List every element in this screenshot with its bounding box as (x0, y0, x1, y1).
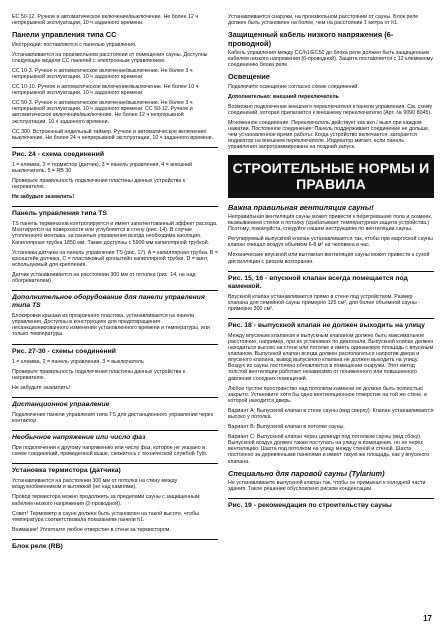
paragraph: Механические впускной или вытяжная вентиляция сауны может привести к сухой дистилляции с риском возгорания. (228, 252, 430, 265)
paragraph: Впускной клапан устанавливается прямо в стене под устройством. Размер клапана для семейной сауны примерно 125 см², для более объемной сауны - примерно 300 см². (228, 293, 420, 312)
emphasis-paragraph: Дополнительно: внешний переключатель (228, 93, 339, 100)
figure-heading: Рис. 15, 16 - впускной клапан всегда помещается под каменкой. (228, 271, 434, 291)
paragraph: Любое пустое пространство над потолком камеени не должно быть полностью закрыто. Установите хотя бы одно вентиляционное отверстие на той же стене, в которой находится дверь. (228, 385, 427, 404)
paragraph: 1 = клемма, 2 = панель управления, 3 = выключатель (12, 358, 144, 365)
paragraph: 1 = клемма, 2 = термистор (датчик), 3 = панель управления, 4 = внешний выключатель, 5 = RB 30 (12, 161, 193, 174)
paragraph: Совет! Термометр в сауне должен быть установлен на такой высоте, чтобы температура соответствовала показаниям панели h1. (12, 510, 199, 523)
paragraph: CC 10-10. Ручное и автоматическое включение/выключение. Не более 10 ч непрерывной эксплуатации, 10 ч заданного времени. (12, 84, 199, 97)
paragraph: Неправильная вентиляция сауны может привести к перегреванию пола и скамеек, вызвыванием стенки и потолку (срабатывает температурная защита устройства.) Поэтому, пожалуйста, следуйте нашим инструкциям по вентиляции сауны. (228, 213, 433, 233)
page-number: 17 (423, 614, 432, 623)
paragraph: Не устанавливаете выпускной клапан так, чтобы он примыкал к холодной части здания. Такое решение обусловлено риском конденсации. (228, 480, 426, 493)
figure-heading: Рис. 19 - рекомендация по строительству сауны (228, 498, 434, 510)
section-heading: Необычное напряжение или число фаз (12, 430, 218, 442)
paragraph: TS панель терминалов контролируется и имеет запатентованный эффект расхода. Монтируется на поверхности или углубляется в стену (рис. 14). В случае утопленного монтажа, за панелью управления всегда необходима изоляция. Капиллярная трубка 1850 мм. Также доступны с 5900 мм капиллярной трубкой. (12, 221, 218, 246)
paragraph: Между впускным клапаном и выпускным клапаном должно быть максимальное расстояние, например, при их установках по диагонали. Выпускной клапан должен находиться высоко на стене или потолке и иметь одинаковую площадь с впускным клапаном. Выпускной клапан всегда должен располагаться напротив двери и впускного клапана, вывод выпускного клапана не должен выходить на улицу. Воздух из сауны постоянно обновляется в помещении снаружи. Этот метод толстой вентиляции работает независимо от пониженного или повышенного давления соседних помещений. (228, 332, 434, 382)
paragraph: Возможно подключение внешнего переключателя к панели управления. См. схему соединений, которая прилагается к внешнему переключателю (Арт. № 9090 8045). (228, 103, 433, 116)
paragraph: Внимание! Уплотните любое отверстие в стене за термистором. (12, 526, 171, 533)
figure-heading: Рис. 24 - схема соединений (12, 147, 218, 159)
paragraph: Провод термистора можно продолжить за пределами сауны с защищенным кабелем низкого напряжения (2-проводной). (12, 494, 200, 507)
paragraph: CC 10-3. Ручное и автоматическое включение/выключение. Не более 3 ч непрерывной эксплуатации, 10 ч заданного времени. (12, 67, 193, 80)
section-heading: Специально для паровой сауны (Tylarium) (228, 468, 385, 478)
paragraph: EC 50-12. Ручное и автоматическое включение/выключение. Не более 12 ч непрерывной эксплуатации, 10 ч заданного времени. (12, 14, 199, 27)
figure-heading: Рис. 27-30 - схемы соединений (12, 344, 218, 356)
section-heading: Освещение (228, 72, 270, 82)
paragraph: Кабель управления между CC/h1/EC50 до блока реле должен быть защищенным кабелем низкого напряжения (6-проводной). Защита поставляется с 12 клеммному соединению блока реле. (228, 50, 433, 69)
paragraph: Устанавливается на произвольном расстоянии от помещения сауны. Доступны следующие модели CC панелей с электронным управлением: (12, 51, 208, 64)
paragraph: Подключите освещение согласно схеме соединений. (228, 83, 359, 90)
right-column (228, 14, 434, 614)
emphasis-paragraph: Не забудьте заземлить! (12, 194, 75, 201)
left-column (12, 14, 218, 614)
paragraph: Регулируемый выпускной клапан устанавливается так, чтобы при маргоской сауны клапан очищал воздух объемом 6-8 м³ на человека в час. (228, 236, 433, 249)
section-heading: Дополнительное оборудование для панели управления типа TS (12, 290, 218, 310)
paragraph: Вариант A: Выпускной клапан в стене сауны (вид сверху). Клапан устанавливается высоко у потолка. (228, 407, 434, 420)
paragraph: Вариант C: Выпускной клапан через цилиндр под потолком сауны (вид сбоку). Выпускной воздух должен также поступать на улицу в помещение, но не через вентиляцию. Шахта под потолком на улицу между стеной и стеной. Шахта постоянно за деревянными панелями и имеет такую же площадь, как у впускного клапана. (228, 434, 430, 465)
paragraph: Установка датчика на панель управления TS (рис. 17). A = капиллярная трубка. B = кронштейн датчика, C = пластиковый кронштейн капиллярной трубки. D = винт, используемый для крепления. (12, 249, 218, 268)
figure-heading: Рис. 18 - выпускной клапан не должен выходить на улицу (228, 318, 434, 330)
section-heading: Панели управления типа CC (12, 30, 117, 40)
paragraph: Подключение панели управления типа TS для дистанционного управления через контактор. (12, 411, 214, 424)
paragraph: Устанавливается на расстоянии 300 мм от потолка на стену между воздухообменником и вытяжкой (не над камнями). (12, 478, 178, 491)
section-heading: Защищенный кабель низкого напряжения (6-проводной) (228, 30, 394, 48)
paragraph: Датчик устанавливается на расстоянии 300 мм от потолка (рис. 14, не над обогревателем) (12, 271, 196, 285)
paragraph: Проверьте правильность подключения пластины данных устройства к нагревателю. (12, 368, 186, 381)
section-banner: СТРОИТЕЛЬНЫЕ НОРМЫ И ПРАВИЛА (228, 155, 434, 198)
paragraph: Инструкции: поставляются с панелью управления. (12, 41, 137, 48)
section-heading: Важна правильная вентиляция сауны! (228, 202, 374, 212)
paragraph: Блокировки крышки из прозрачного пластика, устанавливается на панели управления. Доступны в конструкциях для предотвращения несанкционированного изменения установленного времени и температуры, или только температуры. (12, 313, 210, 338)
paragraph: CC 50-3. Ручное и автоматическое включение/выключение. Не более 3 ч непрерывной эксплуатации, 10 ч заданного времени. CC 50-12. Ручное и автоматическое включение/выключение. Не более 12 ч непрерывной эксплуатации, 10 ч заданного времени. (12, 100, 193, 125)
paragraph: Устанавливается снаружи, на произвольном расстоянии от сауны. Блок реле должен быть установлен на более, чем на расстоянии 1 метра от h1. (228, 14, 419, 27)
paragraph: Проверьте правильность подключения пластины данных устройства к нагревателю. (12, 178, 186, 191)
figure-heading: Блок реле (RB) (12, 539, 218, 551)
paragraph: CC 300. Встроенный недельный таймер. Ручное и автоматическое включение/выключение. Не более 24 ч непрерывной эксплуатации, 10 ч заданного времени. (12, 128, 214, 141)
paragraph: При подключении к другому напряжению или числу фаз, которое не указано в схеме соединений, приведенной выше, свяжитесь с технической службой Tylö. (12, 445, 208, 458)
section-heading: Дистанционное управление (12, 397, 218, 409)
paragraph: Вариант B: Выпускной клапан в потолке сауны. (228, 424, 345, 431)
paragraph: Не забудьте заземлить! (12, 384, 71, 391)
figure-heading: Установка термистора (датчика) (12, 463, 218, 475)
paragraph: Мгновенное соединение: Переключатель действует как вкл / выкл при каждом нажатии. Постоянное соединение: Панель поддерживает соединение не дольше, чем установленное время работы. Когда устройство включается, загорается индикатор на внешнем переключателе. Индикатор мигает, если панель управления запрограммирована на поздний запуск. (228, 120, 430, 151)
text-columns (12, 14, 434, 614)
figure-heading: Панель управления типа TS (12, 206, 218, 218)
